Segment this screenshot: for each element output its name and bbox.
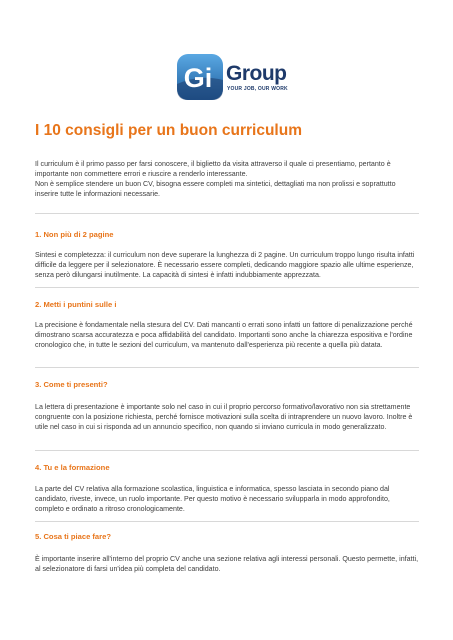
section-text-5: È importante inserire all'interno del proprio CV anche una sezione relativa agli interessi personali. Questo permette, infatti, al selezionatore di farsi un'idea più completa del candidato. <box>35 555 419 573</box>
section-heading-5: 5. Cosa ti piace fare? <box>35 532 111 541</box>
intro-paragraph-2: Non è semplice stendere un buon CV, bisogna essere completi ma sintetici, dettagliati ma non prolissi e soprattutto inserire tutte le informazioni necessarie. <box>35 180 396 198</box>
divider <box>35 521 419 522</box>
logo-mark-letters: Gi <box>183 63 213 93</box>
divider <box>35 367 419 368</box>
section-heading-1: 1. Non più di 2 pagine <box>35 230 114 239</box>
section-heading-2: 2. Metti i puntini sulle i <box>35 300 117 309</box>
section-text-1: Sintesi e completezza: il curriculum non deve superare la lunghezza di 2 pagine. Un curriculum troppo lungo risulta infatti difficile da leggere per il selezionatore. È necessario essere completi, dedicando maggiore spazio alle ultime esperienze, senza però dilungarsi inutilmente. La capacità di sintesi è infatti indubbiamente apprezzata. <box>35 251 415 279</box>
logo-wordmark: Group <box>226 62 287 85</box>
section-text-2: La precisione è fondamentale nella stesura del CV. Dati mancanti o errati sono infatti un fattore di penalizzazione perché dimostrano scarsa accuratezza e poca affidabilità del candidato. Importanti sono anche la chiarezza espositiva e l'ordine cronologico che, in tutte le sezioni del curriculum, va mantenuto dall'esperienza più recente a quella più datata. <box>35 321 413 349</box>
section-heading-3: 3. Come ti presenti? <box>35 380 108 389</box>
document-title: I 10 consigli per un buon curriculum <box>35 122 302 139</box>
gi-group-logo <box>177 54 337 100</box>
divider <box>35 213 419 214</box>
section-text-3: La lettera di presentazione è importante solo nel caso in cui il proprio percorso formativo/lavorativo non sia strettamente congruente con la posizione richiesta, perché fornisce motivazioni sulla scelta di intraprendere un nuovo lavoro. Inoltre è utile nel caso in cui si risponda ad un annuncio specifico, non quando si inviano curricula in modo generalizzato. <box>35 403 413 431</box>
divider <box>35 450 419 451</box>
section-heading-4: 4. Tu e la formazione <box>35 463 110 472</box>
section-text-4: La parte del CV relativa alla formazione scolastica, linguistica e informatica, spesso lasciata in secondo piano dal candidato, riveste, invece, un ruolo importante. Per questo motivo è necessario svilupparla in modo approfondito, completo e ordinato a ritroso cronologicamente. <box>35 485 390 513</box>
intro-paragraph-1: Il curriculum è il primo passo per farsi conoscere, il biglietto da visita attraverso il quale ci presentiamo, pertanto è importante non commettere errori e riuscire a renderlo interessante. <box>35 160 391 178</box>
logo-tagline: YOUR JOB, OUR WORK <box>227 86 288 92</box>
divider <box>35 287 419 288</box>
gi-group-logo-mark-icon <box>177 54 223 100</box>
